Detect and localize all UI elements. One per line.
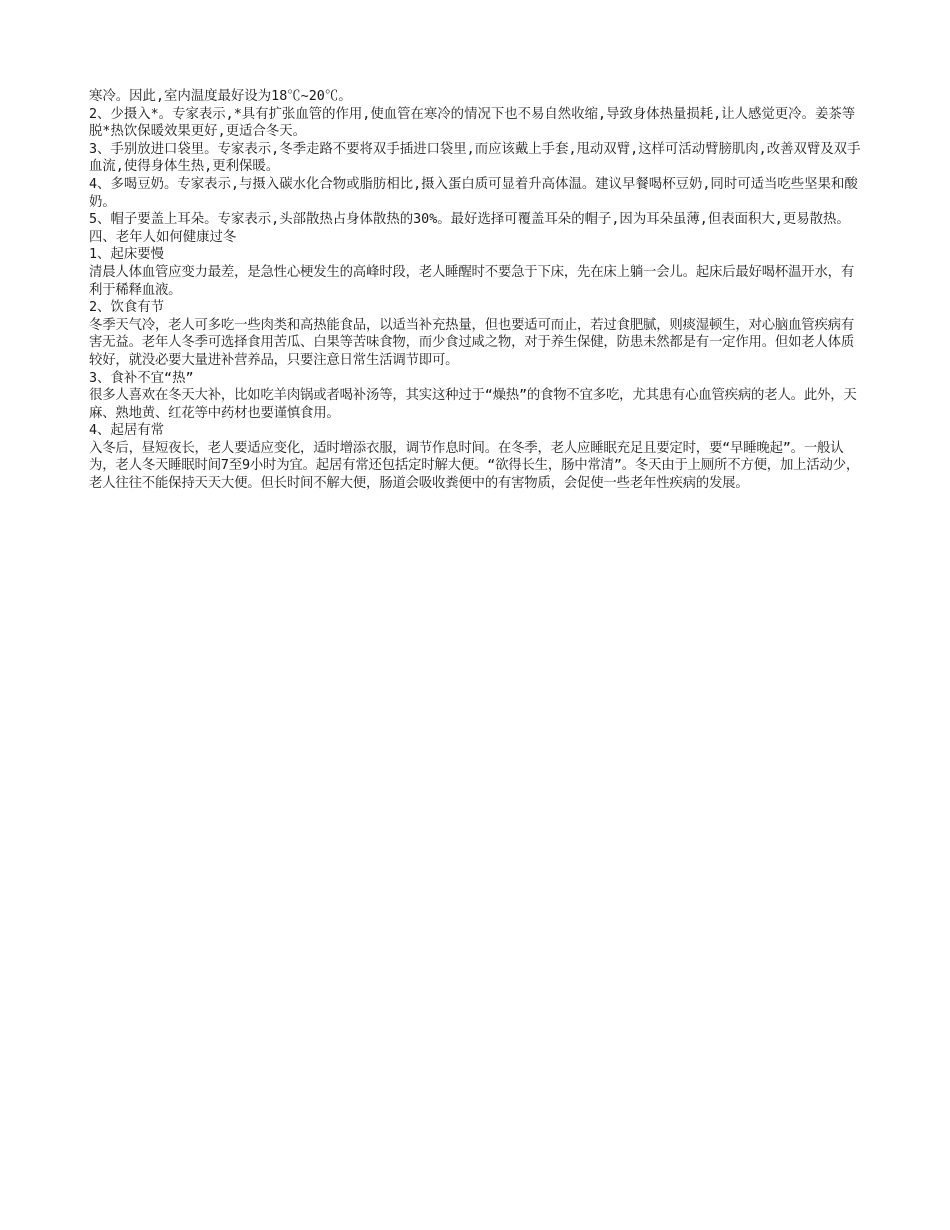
subheading-get-up-slowly: 1、起床要慢 (89, 247, 165, 263)
paragraph-no-hot-tonic: 很多人喜欢在冬天大补，比如吃羊肉锅或者喝补汤等，其实这种过于“燥热”的食物不宜多吃，尤其患有心血管疾病的老人。此外，天麻、熟地黄、红花等中药材也要谨慎食用。 (89, 388, 857, 421)
paragraph-diet-moderation: 冬季天气冷，老人可多吃一些肉类和高热能食品，以适当补充热量，但也要适可而止，若过食肥腻，则痰湿顿生，对心脑血管疾病有害无益。老年人冬季可选择食用苦瓜、白果等苦味食物，而少食过咸之物，对于养生保健，防患未然都是有一定作用。但如老人体质较好，就没必要大量进补营养品，只要注意日常生活调节即可。 (89, 317, 855, 368)
paragraph-tip-3: 3、手别放进口袋里。专家表示,冬季走路不要将双手插进口袋里,而应该戴上手套,甩动双臂,这样可活动臂膀肌肉,改善双臂及双手血流,使得身体生热,更利保暖。 (89, 141, 861, 175)
paragraph-tip-2: 2、少摄入*。专家表示,*具有扩张血管的作用,使血管在寒冷的情况下也不易自然收缩,导致身体热量损耗,让人感觉更冷。姜茶等脱*热饮保暖效果更好,更适合冬天。 (89, 106, 856, 140)
document-body (89, 88, 861, 493)
paragraph-get-up-slowly: 清晨人体血管应变力最差，是急性心梗发生的高峰时段，老人睡醒时不要急于下床，先在床上躺一会儿。起床后最好喝杯温开水，有利于稀释血液。 (89, 264, 855, 298)
paragraph-tip-4: 4、多喝豆奶。专家表示,与摄入碳水化合物或脂肪相比,摄入蛋白质可显着升高体温。建议早餐喝杯豆奶,同时可适当吃些坚果和酸奶。 (89, 176, 858, 210)
paragraph-room-temperature: 寒冷。因此,室内温度最好设为18℃~20℃。 (89, 89, 352, 104)
paragraph-regular-routine: 入冬后，昼短夜长，老人要适应变化，适时增添衣服，调节作息时间。在冬季，老人应睡眠充足且要定时，要“早睡晚起”。一般认为，老人冬天睡眠时间7至9小时为宜。起居有常还包括定时解大便。“欲得长生，肠中常清”。冬天由于上厕所不方便，加上活动少，老人往往不能保持天天大便。但长时间不解大便，肠道会吸收粪便中的有害物质，会促使一些老年性疾病的发展。 (89, 440, 860, 492)
subheading-no-hot-tonic: 3、食补不宜“热” (89, 370, 194, 386)
paragraph-tip-5: 5、帽子要盖上耳朵。专家表示,头部散热占身体散热的30%。最好选择可覆盖耳朵的帽子,因为耳朵虽薄,但表面积大,更易散热。 (89, 212, 850, 228)
section-heading-elderly-winter: 四、老年人如何健康过冬 (89, 229, 237, 245)
subheading-diet-moderation: 2、饮食有节 (89, 300, 165, 316)
subheading-regular-routine: 4、起居有常 (89, 423, 165, 439)
